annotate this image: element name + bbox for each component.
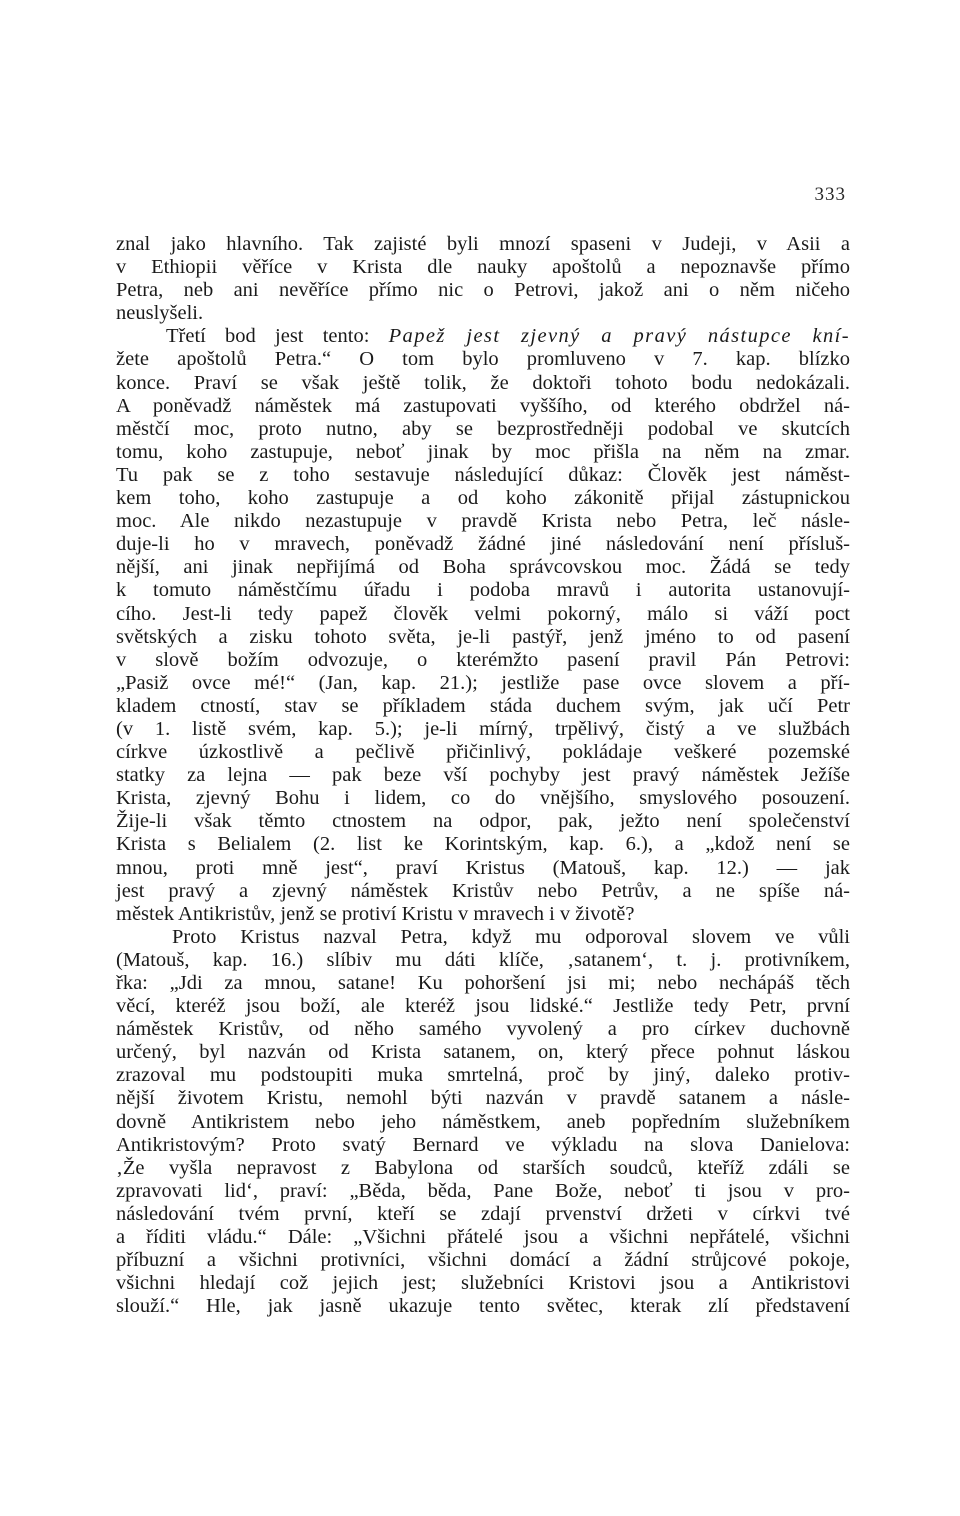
text-line: Krista, zjevný Bohu i lidem, co do vnějšího, smyslového posouzení. xyxy=(116,787,850,810)
text-line: Žije-li však těmto ctnostem na odpor, pak, ježto není společenství xyxy=(116,810,850,833)
text-line: dovně Antikristem nebo jeho náměstkem, aneb popředním služebníkem xyxy=(116,1110,850,1133)
text-line: duje-li ho v mravech, poněvadž žádné jiné následování není přísluš- xyxy=(116,533,850,556)
text-line: mnou, proti mně jest“, praví Kristus (Matouš, kap. 12.) — jak xyxy=(116,856,850,879)
text-line: tomu, koho zastupuje, neboť jinak by moc přišla na něm na zmar. xyxy=(116,440,850,463)
text-line: Tu pak se z toho sestavuje následující důkaz: Člověk jest náměst- xyxy=(116,463,850,486)
text-line: určený, byl nazván od Krista satanem, on, který přece pohnut láskou xyxy=(116,1041,850,1064)
text-line: Proto Kristus nazval Petra, když mu odporoval slovem ve vůli xyxy=(172,925,850,948)
italic-segment: Papež jest zjevný a pravý nástupce kní- xyxy=(388,325,850,348)
text-line: žete apoštolů Petra.“ O tom bylo promluveno v 7. kap. blízko xyxy=(116,348,850,371)
text-line: náměstek Kristův, od něho samého vyvolený a pro církev duchovně xyxy=(116,1018,850,1041)
text-line: (v 1. listě svém, kap. 5.); je-li mírný, trpělivý, čistý a ve službách xyxy=(116,717,850,740)
text-line: statky za lejna — pak beze vší pochyby jest pravý náměstek Ježíše xyxy=(116,764,850,787)
text-line: neuslyšeli. xyxy=(116,302,204,325)
text-line: řka: „Jdi za mnou, satane! Ku pohoršení jsi mi; nebo nechápáš těch xyxy=(116,972,850,994)
text-line: Antikristovým? Proto svatý Bernard ve výkladu na slova Danielova: xyxy=(116,1133,850,1156)
text-line: A poněvadž náměstek má zastupovati vyššího, od kterého obdržel ná- xyxy=(116,394,850,417)
text-line: zpravovati lid‘, praví: „Běda, běda, Pane Bože, neboť ti jsou v pro- xyxy=(116,1179,850,1202)
text-line: v slově božím odvozuje, o kterémžto pasení pravil Pán Petrovi: xyxy=(116,648,850,671)
text-line: městčí moc, proto nutno, aby se bezprostředněji podobal ve skutcích xyxy=(116,417,850,440)
text-line: znal jako hlavního. Tak zajisté byli mnozí spaseni v Judeji, v Asii a xyxy=(116,233,850,255)
text-line: konce. Praví se však ještě tolik, že doktoři tohoto bodu nedokázali. xyxy=(116,371,850,394)
text-line: nější, ani jinak nepřijímá od Boha správcovskou moc. Žádá se tedy xyxy=(116,556,850,579)
text-line: Krista s Belialem (2. list ke Korintským, kap. 6.), a „kdož není se xyxy=(116,833,850,856)
text-line: nější životem Kristu, nemohl býti nazván v pravdě satanem a násle- xyxy=(116,1087,850,1110)
text-segment: Třetí bod jest tento: xyxy=(166,325,370,348)
text-line: slouží.“ Hle, jak jasně ukazuje tento světec, kterak zlí představení xyxy=(116,1295,850,1318)
text-line: k tomuto náměstčímu úřadu i podoba mravů i autorita ustanovují- xyxy=(116,579,850,602)
text-line: kem toho, koho zastupuje a od koho zákonitě přijal zástupnickou xyxy=(116,487,850,510)
text-line: a říditi vládu.“ Dále: „Všichni přátelé jsou a všichni nepřátelé, všichni xyxy=(116,1226,850,1249)
text-line: cího. Jest-li tedy papež člověk velmi pokorný, málo si váží poct xyxy=(116,602,850,625)
text-line: světských a zisku tohoto světa, je-li pastýř, jenž jméno to od pasení xyxy=(116,625,850,648)
text-line: kladem ctností, stav se příkladem stáda duchem svým, jak učí Petr xyxy=(116,694,850,717)
text-line: zrazoval mu podstoupiti muka smrtelná, proč by jiný, daleko protiv- xyxy=(116,1064,850,1087)
text-line: věcí, kteréž jsou boží, ale kteréž jsou lidské.“ Jestliže tedy Petr, první xyxy=(116,995,850,1018)
text-line: ‚Že vyšla nepravost z Babylona od starších soudců, kteříž zdáli se xyxy=(116,1156,850,1179)
text-line: moc. Ale nikdo nezastupuje v pravdě Krista nebo Petra, leč násle- xyxy=(116,510,850,533)
text-line: (Matouš, kap. 16.) slíbiv mu dáti klíče, ‚satanem‘, t. j. protivníkem, xyxy=(116,948,850,971)
text-line xyxy=(116,325,850,348)
text-line: následování tvém první, kteří se zdají prvenství držeti v církvi tvé xyxy=(116,1202,850,1225)
text-line: církve úzkostlivě a pečlivě přičinlivý, pokládaje veškeré pozemské xyxy=(116,741,850,764)
text-line: příbuzní a všichni protivníci, všichni domácí a žádní strůjcové pokoje, xyxy=(116,1249,850,1272)
page-number: 333 xyxy=(814,184,846,205)
text-line: Petra, neb ani nevěříce přímo nic o Petrovi, jakož ani o něm ničeho xyxy=(116,279,850,302)
text-line: městek Antikristův, jenž se protiví Kristu v mravech i v životě? xyxy=(116,902,635,925)
text-line: „Pasiž ovce mé!“ (Jan, kap. 21.); jestliže pase ovce slovem a pří- xyxy=(116,671,850,694)
text-line: všichni hledají což jejich jest; služebníci Kristovi jsou a Antikristovi xyxy=(116,1272,850,1295)
text-line: jest pravý a zjevný náměstek Kristův nebo Petrův, a ne spíše ná- xyxy=(116,879,850,902)
text-line: v Ethiopii věříce v Krista dle nauky apoštolů a nepoznavše přímo xyxy=(116,256,850,279)
body-text xyxy=(116,233,850,1318)
